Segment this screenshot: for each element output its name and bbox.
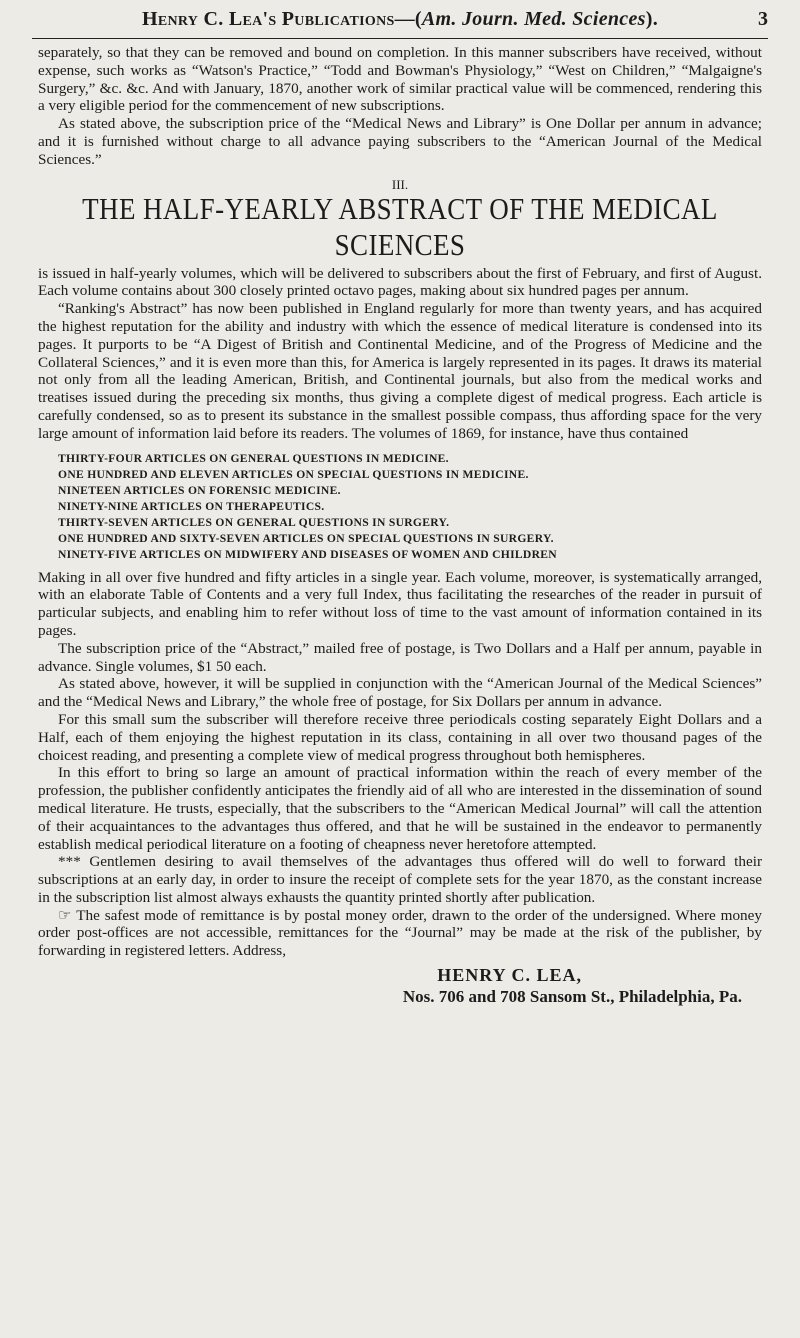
header-title-prefix: Henry C. Lea's Publications—( bbox=[141, 8, 422, 30]
publisher-name: HENRY C. LEA, bbox=[437, 965, 582, 986]
section-numeral: III. bbox=[391, 176, 409, 192]
list-item: THIRTY-SEVEN ARTICLES ON GENERAL QUESTIONS IN SURGERY. bbox=[58, 515, 450, 529]
paragraph-continuation: separately, so that they can be removed and bound on completion. In this manner subscribers have received, without expense, such works as “Watson's Practice,” “Todd and Bowman's Physiology,” “West on Children,” “Malgaigne's Surgery,” &c. &c. And with January, 1870, another work of similar practical value will be commenced, rendering this a very eligible period for the commencement of new subscriptions. bbox=[38, 44, 762, 115]
list-item: NINETY-NINE ARTICLES ON THERAPEUTICS. bbox=[58, 499, 325, 513]
paragraph-remittance-note: ☞ The safest mode of remittance is by postal money order, drawn to the order of the undersigned. Where money order post-offices are not accessible, remittances for the “Journal” may be made at the risk of the publisher, by forwarding in registered letters. Address, bbox=[38, 906, 762, 960]
paragraph-combined-offer: As stated above, however, it will be supplied in conjunction with the “American Journal of the Medical Sciences” and the “Medical News and Library,” the whole free of postage, for Six Dollars per annum in advance. bbox=[38, 675, 762, 711]
header-title bbox=[38, 8, 762, 31]
list-item: ONE HUNDRED AND ELEVEN ARTICLES ON SPECIAL QUESTIONS IN MEDICINE. bbox=[58, 467, 529, 481]
paragraph-news-price: As stated above, the subscription price of the “Medical News and Library” is One Dollar per annum in advance; and it is furnished without charge to all advance paying subscribers to the “American Journal of the Medical Sciences.” bbox=[38, 115, 762, 168]
paragraph-total-articles: Making in all over five hundred and fifty articles in a single year. Each volume, moreover, is systematically arranged, with an elaborate Table of Contents and a very full Index, thus facilitating the researches of the reader in pursuit of particular subjects, and enabling him to refer without loss of time to the vast amount of information contained in its pages. bbox=[38, 568, 762, 639]
header-title-suffix: ). bbox=[645, 8, 659, 30]
paragraph-early-subscription-note: *** Gentlemen desiring to avail themselves of the advantages thus offered will do well to forward their subscriptions at an early day, in order to insure the receipt of complete sets for the year 1870, as the constant increase in the subscription list almost always exhausts the quantity printed shortly after publication. bbox=[38, 853, 762, 906]
paragraph-three-periodicals: For this small sum the subscriber will therefore receive three periodicals costing separately Eight Dollars and a Half, each of them enjoying the highest reputation in its class, containing in all over two thousand pages of the choicest reading, and presenting a complete view of medical progress throughout both hemispheres. bbox=[38, 710, 762, 764]
running-header bbox=[38, 0, 768, 40]
section-title: THE HALF-YEARLY ABSTRACT OF THE MEDICAL SCIENCES bbox=[82, 191, 718, 262]
page-number: 3 bbox=[758, 8, 768, 30]
publisher-address: Nos. 706 and 708 Sansom St., Philadelphia, Pa. bbox=[402, 987, 742, 1007]
paragraph-ranking: “Ranking's Abstract” has now been published in England regularly for more than twenty years, and has acquired the highest reputation for the ability and industry with which the essence of medical literature is condensed into its pages. It purports to be “A Digest of British and Continental Medicine, and of the Progress of Medicine and the Collateral Sciences,” and it is even more than this, for America is largely represented in its pages. It draws its material not only from all the leading American, British, and Continental journals, but also from the medical works and treatises issued during the preceding six months, thus giving a complete digest of medical progress. Each article is carefully condensed, so as to present its substance in the smallest possible compass, thus affording space for the very large amount of information laid before its readers. The volumes of 1869, for instance, have thus contained bbox=[38, 300, 762, 442]
paragraph-subscription-price: The subscription price of the “Abstract,” mailed free of postage, is Two Dollars and a Half per annum, payable in advance. Single volumes, $1 50 each. bbox=[38, 639, 762, 675]
paragraph-abstract-intro: is issued in half-yearly volumes, which will be delivered to subscribers about the first of February, and first of August. Each volume contains about 300 closely printed octavo pages, making about six hundred pages per annum. bbox=[38, 264, 762, 300]
list-item: NINETY-FIVE ARTICLES ON MIDWIFERY AND DISEASES OF WOMEN AND CHILDREN bbox=[58, 547, 557, 561]
list-item: NINETEEN ARTICLES ON FORENSIC MEDICINE. bbox=[58, 483, 341, 497]
list-item: THIRTY-FOUR ARTICLES ON GENERAL QUESTIONS IN MEDICINE. bbox=[58, 451, 449, 465]
article-count-list bbox=[58, 451, 762, 563]
paragraph-publisher-appeal: In this effort to bring so large an amount of practical information within the reach of every member of the profession, the publisher confidently anticipates the friendly aid of all who are interested in the dissemination of sound medical literature. He trusts, especially, that the subscribers to the “American Medical Journal” will call the attention of their acquaintances to the advantages thus offered, and that he will be sustained in the endeavor to permanently establish medical periodical literature on a footing of cheapness never heretofore attempted. bbox=[38, 764, 762, 853]
header-rule bbox=[32, 38, 768, 39]
header-journal-name: Am. Journ. Med. Sciences bbox=[421, 8, 646, 30]
list-item: ONE HUNDRED AND SIXTY-SEVEN ARTICLES ON SPECIAL QUESTIONS IN SURGERY. bbox=[58, 531, 554, 545]
